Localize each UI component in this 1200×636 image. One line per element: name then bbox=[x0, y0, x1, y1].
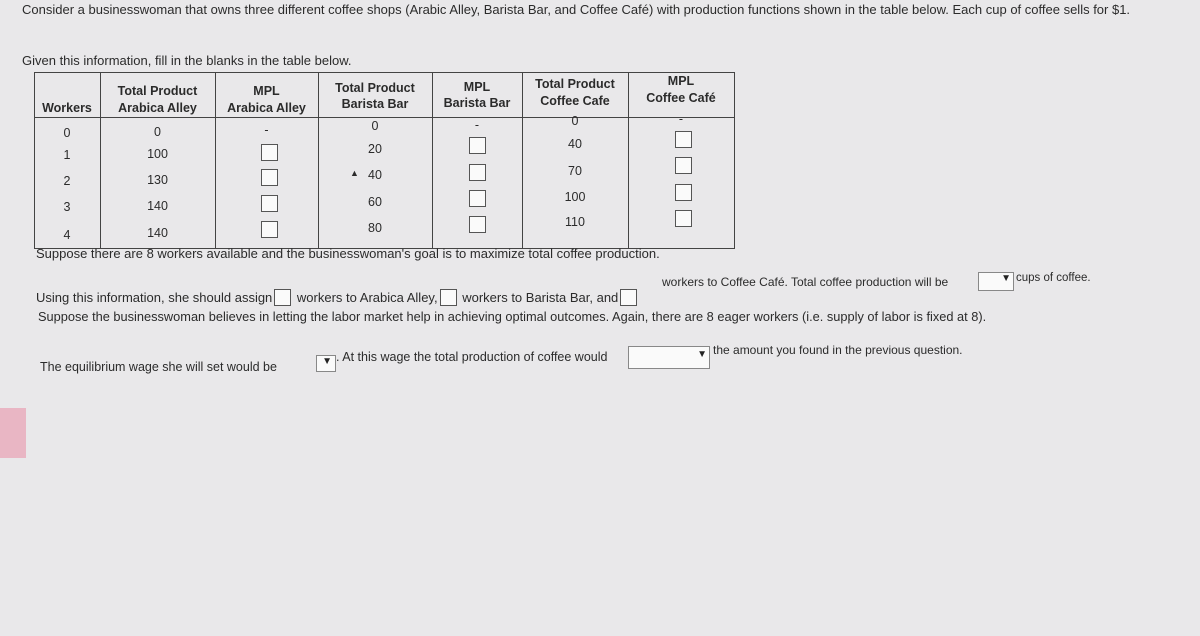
header-mpl-arabica-line2: Arabica Alley bbox=[227, 101, 306, 115]
header-mpl-arabica-line1: MPL bbox=[253, 84, 280, 98]
header-tp-barista-line2: Barista Bar bbox=[341, 97, 409, 111]
mpl-barista-dash: - bbox=[474, 118, 480, 132]
assign-sentence bbox=[36, 289, 639, 306]
header-tp-arabica-line2: Arabica Alley bbox=[118, 101, 197, 115]
tp-arabica-cell: 0 bbox=[154, 125, 161, 139]
dropdown-arrow-icon: ▼ bbox=[1001, 273, 1011, 284]
cafe-workers-input[interactable] bbox=[620, 289, 637, 306]
tp-arabica-cell: 130 bbox=[147, 173, 168, 187]
market-text: Suppose the businesswoman believes in letting the labor market help in achieving optimal outcomes. Again, there are 8 eager workers (i.e. supply of labor is fixed at 8). bbox=[38, 309, 987, 324]
mpl-barista-input-1[interactable] bbox=[469, 137, 486, 154]
mpl-arabica-input-2[interactable] bbox=[261, 169, 278, 186]
workers-cell: 1 bbox=[63, 148, 71, 162]
mpl-arabica-input-1[interactable] bbox=[261, 144, 278, 161]
dropdown-arrow-icon: ▼ bbox=[697, 349, 707, 360]
mpl-barista-input-2[interactable] bbox=[469, 164, 486, 181]
tp-cafe-cell: 100 bbox=[564, 190, 586, 204]
assign-barista-text: workers to Barista Bar, and bbox=[462, 290, 619, 305]
header-tp-cafe-line2: Coffee Cafe bbox=[540, 94, 610, 108]
assign-prefix-text: Using this information, she should assign bbox=[36, 290, 273, 305]
tp-arabica-cell: 100 bbox=[147, 147, 168, 161]
tp-barista-cell: 60 bbox=[368, 195, 382, 209]
tp-cafe-cell: 0 bbox=[571, 114, 579, 128]
mpl-cafe-input-1[interactable] bbox=[675, 131, 692, 148]
workers-cell: 2 bbox=[63, 174, 71, 188]
workers-cell: 0 bbox=[63, 126, 71, 140]
header-workers: Workers bbox=[42, 101, 92, 115]
barista-workers-input[interactable] bbox=[440, 289, 457, 306]
assign-arabica-text: workers to Arabica Alley, bbox=[296, 290, 438, 305]
arabica-workers-input[interactable] bbox=[274, 289, 291, 306]
mpl-arabica-input-4[interactable] bbox=[261, 221, 278, 238]
workers-cell: 4 bbox=[63, 228, 71, 242]
instruction-text: Given this information, fill in the blanks in the table below. bbox=[22, 53, 352, 68]
tp-barista-cell: 80 bbox=[368, 221, 382, 235]
mpl-cafe-dash: - bbox=[678, 112, 684, 126]
cups-suffix-text: cups of coffee. bbox=[1016, 272, 1091, 284]
tp-cafe-cell: 110 bbox=[565, 215, 585, 229]
tp-barista-cell: 40 bbox=[368, 168, 382, 182]
mpl-arabica-dash: - bbox=[264, 123, 269, 137]
tp-barista-cell: 20 bbox=[368, 142, 382, 156]
mpl-barista-input-4[interactable] bbox=[469, 216, 486, 233]
side-accent bbox=[0, 408, 26, 458]
mpl-cafe-input-2[interactable] bbox=[675, 157, 692, 174]
cursor-icon: ▲ bbox=[350, 168, 359, 178]
mpl-arabica-input-3[interactable] bbox=[261, 195, 278, 212]
header-mpl-cafe-line2: Coffee Café bbox=[646, 91, 716, 105]
tp-barista-cell: 0 bbox=[371, 119, 379, 133]
header-tp-cafe-line1: Total Product bbox=[535, 77, 615, 91]
total-production-select[interactable] bbox=[978, 272, 1014, 291]
mpl-cafe-input-4[interactable] bbox=[675, 210, 692, 227]
intro-text: Consider a businesswoman that owns three different coffee shops (Arabic Alley, Barista Bar, and Coffee Café) with production functions shown in the table below. Each cup of coffee sells for $1. bbox=[22, 2, 1131, 17]
tp-arabica-cell: 140 bbox=[147, 226, 168, 240]
header-mpl-barista-line2: Barista Bar bbox=[443, 96, 511, 110]
workers-cell: 3 bbox=[63, 200, 71, 214]
wage-select[interactable] bbox=[316, 355, 336, 372]
header-mpl-cafe-line1: MPL bbox=[667, 74, 695, 88]
tp-cafe-cell: 40 bbox=[568, 137, 582, 151]
header-mpl-barista-line1: MPL bbox=[463, 80, 491, 94]
assign-cafe-text: workers to Coffee Café. Total coffee production will be bbox=[662, 275, 949, 289]
wage-prefix-text: The equilibrium wage she will set would be bbox=[40, 360, 277, 374]
production-comparison-select[interactable] bbox=[628, 346, 710, 369]
mpl-cafe-input-3[interactable] bbox=[675, 184, 692, 201]
header-tp-barista-line1: Total Product bbox=[335, 81, 415, 95]
dropdown-arrow-icon: ▼ bbox=[322, 356, 332, 367]
mpl-barista-input-3[interactable] bbox=[469, 190, 486, 207]
wage-mid-text: . At this wage the total production of coffee would bbox=[336, 350, 608, 364]
wage-suffix-text: the amount you found in the previous question. bbox=[713, 343, 963, 357]
header-tp-arabica-line1: Total Product bbox=[117, 84, 198, 98]
tp-arabica-cell: 140 bbox=[147, 199, 168, 213]
goal-text: Suppose there are 8 workers available and the businesswoman's goal is to maximize total coffee production. bbox=[36, 246, 660, 261]
tp-cafe-cell: 70 bbox=[568, 164, 582, 178]
